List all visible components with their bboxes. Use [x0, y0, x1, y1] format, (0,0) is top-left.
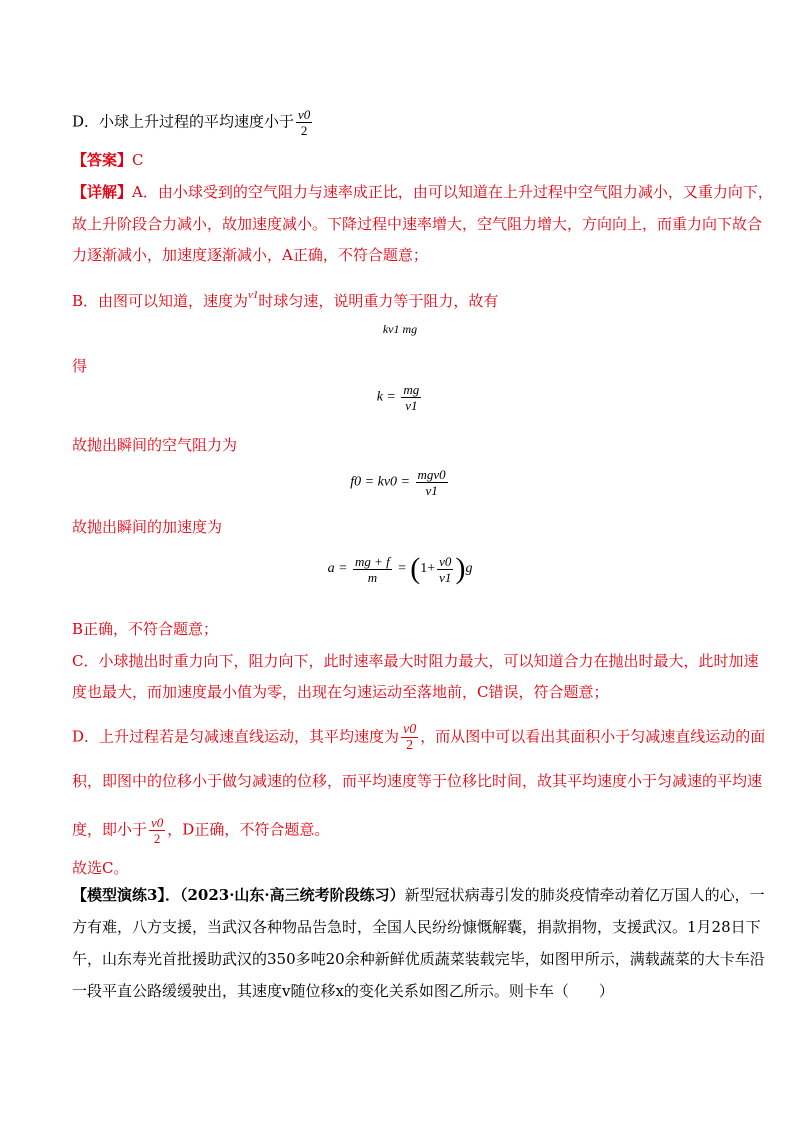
detail-choose: 故选C。: [72, 859, 129, 877]
eq4-inner-den: v1: [439, 569, 452, 585]
eq4-equals: =: [397, 561, 407, 577]
eq4-inner-num: v0: [439, 553, 452, 569]
eq4-g: g: [465, 561, 473, 577]
detail-b-post: 时球匀速，说明重力等于阻力，故有: [258, 292, 499, 310]
detail-de: 得: [72, 357, 88, 375]
detail-d3-post: ，D正确，不符合题意。: [167, 820, 330, 839]
model3-line1: [72, 885, 765, 905]
detail-c-line2: 度也最大，而加速度最小值为零，出现在匀速运动至落地前，C错误，符合题意；: [72, 683, 609, 701]
detail-d-line2: 积，即图中的位移小于做匀减速的位移，而平均速度等于位移比时间，故其平均速度小于匀减速的平均速: [72, 772, 763, 790]
equation-kv1-mg: kv1 mg: [382, 322, 418, 336]
detail-d-pre: D．上升过程若是匀减速直线运动，其平均速度为: [72, 727, 400, 746]
eq3-den: v1: [425, 483, 438, 498]
model3-line2: 方有难，八方支援，当武汉各种物品告急时，全国人民纷纷慷慨解囊，捐款捐物，支援武汉。1月28日下: [72, 918, 761, 936]
detail-a-line3: 力逐渐减小，加速度逐渐减小，A正确，不符合题意；: [72, 246, 428, 264]
eq4-fraction: [353, 554, 392, 585]
frac-numerator: v0: [298, 107, 311, 122]
eq4-inner-fraction: [437, 554, 453, 585]
eq4-den: m: [367, 569, 378, 585]
eq3-num: mgv0: [417, 467, 446, 482]
eq2-fraction: [401, 382, 421, 413]
model3-text1: 新型冠状病毒引发的肺炎疫情牵动着亿万国人的心，一: [404, 886, 765, 904]
detail-c-line1: C．小球抛出时重力向下，阻力向下，此时速率最大时阻力最大，可以知道合力在抛出时最大，此时加速: [72, 652, 759, 670]
option-d: [72, 107, 314, 138]
eq3-fraction: [416, 467, 448, 498]
detail-d-line3: [72, 815, 329, 846]
eq4-lhs: a =: [327, 561, 348, 577]
model3-tag: 【模型演练3】．: [72, 886, 180, 904]
answer-tag: 【答案】: [72, 151, 133, 169]
right-paren: ): [455, 552, 466, 585]
eq4-num: mg + f: [355, 553, 390, 569]
left-paren: (: [410, 552, 421, 585]
detail-a-text1: A．由小球受到的空气阻力与速率成正比，由可以知道在上升过程中空气阻力减小，又重力向下，: [132, 183, 773, 201]
option-d-label: D．小球上升过程的平均速度小于: [72, 112, 295, 131]
detail-a-line2: 故上升阶段合力减小，故加速度减小。下降过程中速率增大，空气阻力增大，方向向上，而重力向下故合: [72, 215, 763, 233]
eq3-lhs: f0 = kv0 =: [350, 474, 411, 490]
eq2-num: mg: [403, 382, 420, 397]
detail-d-den: 2: [406, 738, 414, 753]
detail-a-line1: [72, 182, 773, 202]
eq2-den: v1: [405, 398, 418, 413]
eq4-one: 1+: [420, 561, 436, 577]
detail-d3-pre: 度，即小于: [72, 820, 148, 839]
detail-d-fraction: [401, 722, 418, 753]
equation-f0: [0, 467, 800, 498]
detail-d-num: v0: [403, 722, 417, 737]
detail-b-conclusion: B正确，不符合题意；: [72, 620, 219, 638]
equation-k: [0, 382, 800, 413]
velocity-v1: v1: [248, 289, 259, 301]
detail-d3-num: v0: [151, 815, 164, 830]
model3-source: （2023·山东·高三统考阶段练习）: [179, 886, 405, 904]
model3-line3: 午，山东寿光首批援助武汉的350多吨20余种新鲜优质蔬菜装载完毕，如图甲所示，满载蔬菜的大卡车沿: [72, 950, 765, 968]
answer-value: C: [132, 151, 144, 169]
detail-b-line1: [72, 285, 498, 311]
detail-d-post: ，而从图中可以看出其面积小于匀减速直线运动的面: [420, 727, 766, 746]
detail-b-air: 故抛出瞬间的空气阻力为: [72, 436, 238, 454]
answer-line: [72, 150, 144, 170]
option-d-fraction: [296, 107, 312, 138]
frac-denominator: 2: [300, 123, 308, 138]
eq2-lhs: k =: [376, 389, 396, 405]
detail-d3-fraction: [149, 815, 165, 846]
detail-b-pre: B．由图可以知道，速度为: [72, 292, 249, 310]
detail-d-line1: [72, 722, 765, 753]
detail-tag: 【详解】: [72, 183, 133, 201]
detail-b-acc: 故抛出瞬间的加速度为: [72, 518, 223, 536]
model3-line4: 一段平直公路缓缓驶出，其速度v随位移x的变化关系如图乙所示。则卡车（ ）: [72, 982, 614, 1000]
detail-d3-den: 2: [153, 831, 161, 846]
equation-a: [0, 552, 800, 586]
